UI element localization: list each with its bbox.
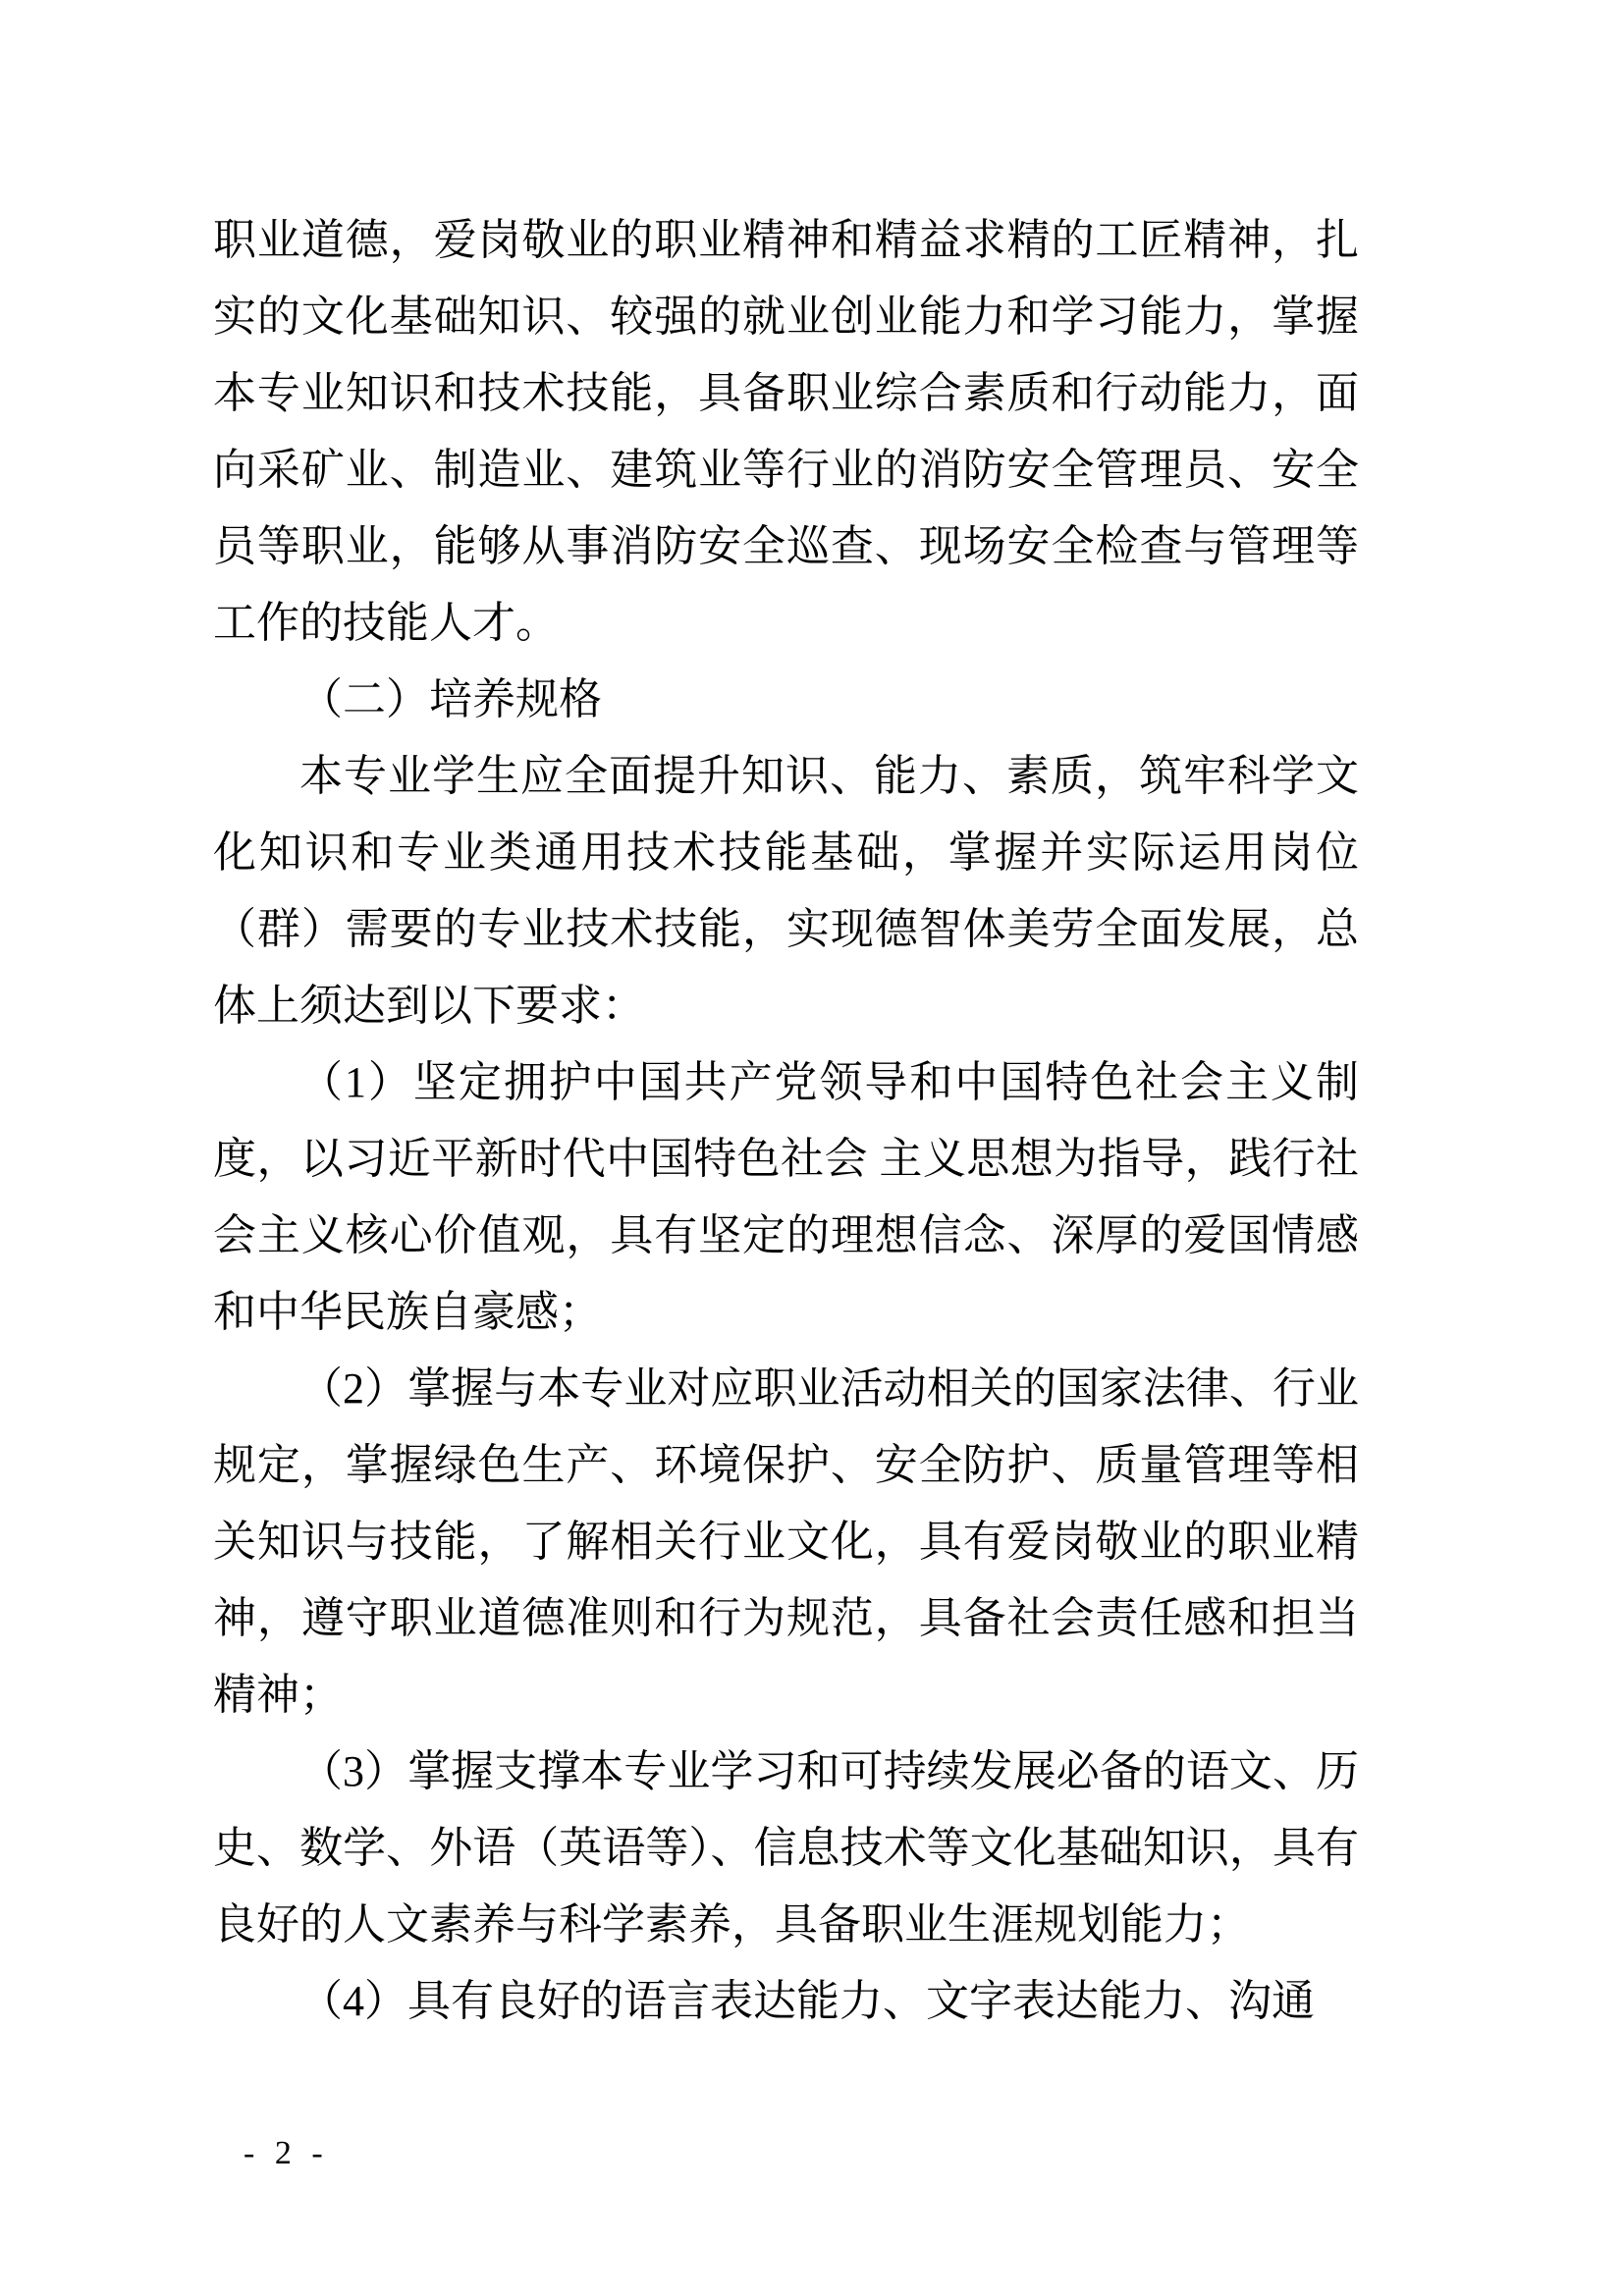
section-heading: （二）培养规格: [299, 675, 602, 723]
paragraph-training-specs-intro: 本专业学生应全面提升知识、能力、素质，筑牢科学文化知识和专业类通用技术技能基础，掌握并实际运用岗位（群）需要的专业技术技能，实现德智体美劳全面发展，总体上须达到以下要求：: [213, 752, 1359, 1030]
page-number: - 2 -: [244, 2135, 329, 2171]
document-body: [213, 202, 1359, 2040]
paragraph-continuation: 职业道德，爱岗敬业的职业精神和精益求精的工匠精神，扎实的文化基础知识、较强的就业创业能力和学习能力，掌握本专业知识和技术技能，具备职业综合素质和行动能力，面向采矿业、制造业、建筑业等行业的消防安全管理员、安全员等职业，能够从事消防安全巡查、现场安全检查与管理等工作的技能人才。: [213, 216, 1359, 647]
list-item-requirement-4: （4）具有良好的语言表达能力、文字表达能力、沟通: [299, 1977, 1315, 2025]
list-item-requirement-3: （3）掌握支撑本专业学习和可持续发展必备的语文、历史、数学、外语（英语等）、信息技术等文化基础知识，具有良好的人文素养与科学素养，具备职业生涯规划能力；: [213, 1747, 1359, 1949]
list-item-requirement-2: （2）掌握与本专业对应职业活动相关的国家法律、行业规定，掌握绿色生产、环境保护、安全防护、质量管理等相关知识与技能，了解相关行业文化，具有爱岗敬业的职业精神，遵守职业道德准则和行为规范，具备社会责任感和担当精神；: [213, 1364, 1359, 1719]
list-item-requirement-1: （1）坚定拥护中国共产党领导和中国特色社会主义制度，以习近平新时代中国特色社会 主义思想为指导，践行社会主义核心价值观，具有坚定的理想信念、深厚的爱国情感和中华民族自豪感；: [213, 1058, 1359, 1336]
